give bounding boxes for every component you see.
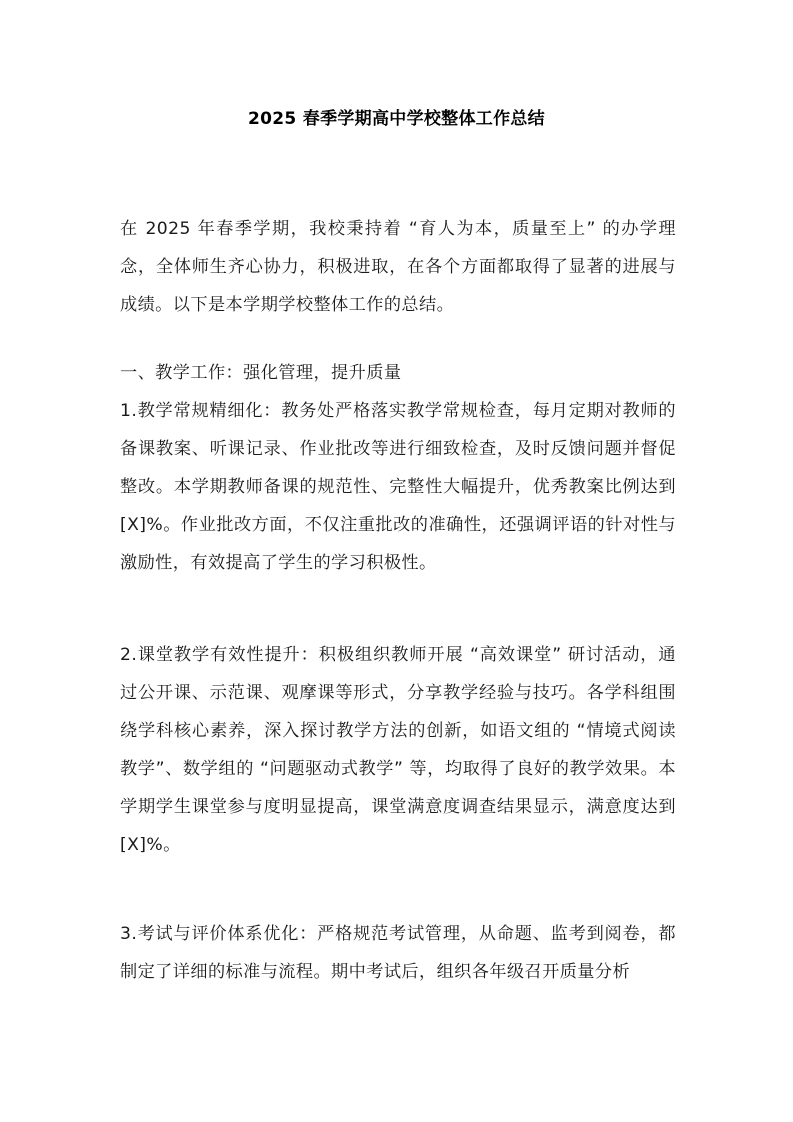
paragraph-classroom-effectiveness: 2.课堂教学有效性提升：积极组织教师开展 “高效课堂” 研讨活动，通过公开课、示范课、观摩课等形式，分享教学经验与技巧。各学科组围绕学科核心素养，深入探讨教学方法的创新，如语文组的 “情境式阅读教学”、数学组的 “问题驱动式教学” 等，均取得了良好的教学效果。本学期学生课堂参与度明显提高，课堂满意度调查结果显示，满意度达到 [X]%。	[120, 645, 676, 855]
paragraph-exam-evaluation: 3.考试与评价体系优化：严格规范考试管理，从命题、监考到阅卷，都制定了详细的标准与流程。期中考试后，组织各年级召开质量分析	[120, 924, 676, 982]
paragraph-teaching-routine: 1.教学常规精细化：教务处严格落实教学常规检查，每月定期对教师的备课教案、听课记录、作业批改等进行细致检查，及时反馈问题并督促整改。本学期教师备课的规范性、完整性大幅提升，优秀教案比例达到 [X]%。作业批改方面，不仅注重批改的准确性，还强调评语的针对性与激励性，有效提高了学生的学习积极性。	[120, 401, 676, 573]
intro-paragraph: 在 2025 年春季学期，我校秉持着 “育人为本，质量至上” 的办学理念，全体师生齐心协力，积极进取，在各个方面都取得了显著的进展与成绩。以下是本学期学校整体工作的总结。	[120, 219, 676, 315]
document-title: 2025 春季学期高中学校整体工作总结	[248, 109, 545, 129]
section-heading-teaching: 一、教学工作：强化管理，提升质量	[120, 363, 402, 383]
